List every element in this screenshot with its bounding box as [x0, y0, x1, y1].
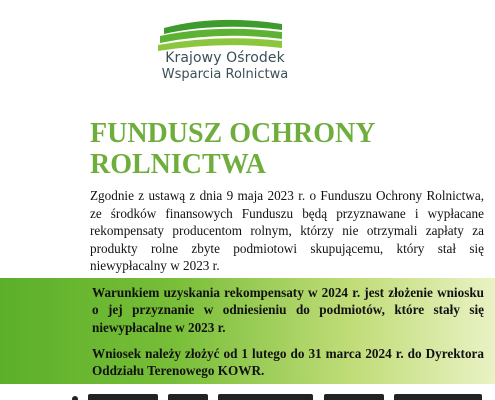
cut-off-next-line — [72, 393, 492, 400]
kowr-logo-fields-icon — [156, 18, 286, 52]
page-title — [90, 118, 470, 180]
title-line2: ROLNICTWA — [90, 149, 266, 180]
intro-paragraph: Zgodnie z ustawą z dnia 9 maja 2023 r. o Funduszu Ochrony Rolnictwa, ze środków finansowych Funduszu będą przyznawane i wypłacane rekompensaty producentom rolnym, którzy nie otrzymali zapłaty za produkty rolne zbyte podmiotowi skupującemu, który stał się niewypłacalny w 2023 r. — [90, 188, 484, 274]
bullet-icon — [72, 396, 78, 400]
org-name-line2: Wsparcia Rolnictwa — [161, 67, 289, 82]
title-line1: FUNDUSZ OCHRONY — [90, 118, 376, 149]
deadline-paragraph: Wniosek należy złożyć od 1 lutego do 31 marca 2024 r. do Dyrektora Oddziału Terenowego KOWR. — [92, 346, 484, 379]
condition-paragraph: Warunkiem uzyskania rekompensaty w 2024 r. jest złożenie wniosku o jej przyznanie w odniesieniu do podmiotów, które stały się niewypłacalne w 2023 r. — [92, 285, 484, 335]
org-name-line1: Krajowy Ośrodek — [165, 50, 285, 66]
